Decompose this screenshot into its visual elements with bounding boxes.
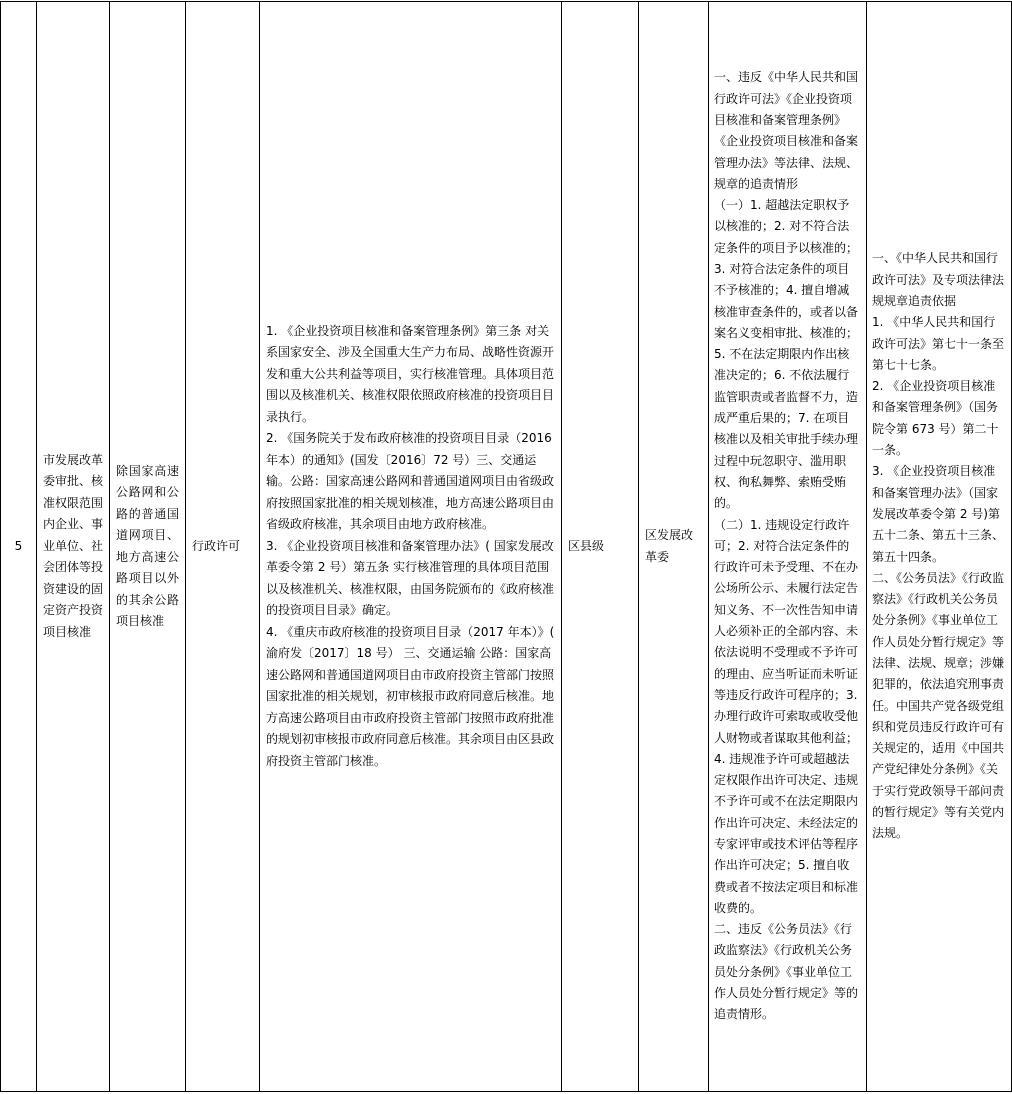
basis-item: 3. 《企业投资项目核准和备案管理办法》( 国家发展改革委令第 2 号）第五条 实行核准管理的具体项目范围以及核准机关、核准权限，由国务院颁布的《政府核准的投资项目目录》确定。 bbox=[266, 538, 555, 618]
liability-item: （二）1. 违规设定行政许可；2. 对符合法定条件的行政许可未予受理、不在办公场所公示、未履行法定告知义务、不一次性告知申请人必须补正的全部内容、未依法说明不受理或不予许可的理由、应当听证而未听证等违反行政许可程序的；3. 办理行政许可索取或收受他人财物或者谋取其他利益；4. 违规准予许可或超越法定权限作出许可决定、违规不予许可或不在法定期限内作出许可决定、未经法定的专家评审或技术评估等程序作出许可决定；5. 擅自收费或者不按法定项目和标准收费的。 bbox=[714, 517, 859, 915]
liability-item: 二、违反《公务员法》《行政监察法》《行政机关公务员处分条例》《事业单位工作人员处分暂行规定》等的追责情形。 bbox=[714, 922, 859, 1022]
power-list-table bbox=[0, 1, 1012, 1092]
liability-item: （一）1. 超越法定职权予以核准的；2. 对不符合法定条件的项目予以核准的；3. 对符合法定条件的项目不予核准的；4. 擅自增减核准审查条件的，或者以备案名义变相审批、核准的；5. 不在法定期限内作出核准决定的；6. 不依法履行监管职责或者监督不力，造成严重后果的；7. 在项目核准以及相关审批手续办理过程中玩忽职守、滥用职权、徇私舞弊、索贿受贿的。 bbox=[714, 198, 859, 511]
penalty-item: 一、《中华人民共和国行政许可法》及专项法律法规规章追责依据 bbox=[872, 251, 1005, 308]
power-type-cell: 行政许可 bbox=[186, 2, 260, 1092]
subject-cell: 市发展改革委审批、核准权限范围内企业、事业单位、社会团体等投资建设的固定资产投资项目核准 bbox=[37, 2, 110, 1092]
penalty-item: 3. 《企业投资项目核准和备案管理办法》（国家发展改革委令第 2 号)第五十二条、第五十三条、第五十四条。 bbox=[872, 464, 1005, 564]
basis-item: 2. 《国务院关于发布政府核准的投资项目目录（2016 年本）的通知》(国发〔2016〕72 号）三、交通运输。公路：国家高速公路网和普通国道网项目由省级政府按照国家批准的相关规划核准，地方高速公路项目由省级政府核准，其余项目由地方政府核准。 bbox=[266, 431, 555, 532]
penalty-basis-cell bbox=[867, 2, 1012, 1092]
penalty-item: 2. 《企业投资项目核准和备案管理条例》（国务院令第 673 号）第二十一条。 bbox=[872, 379, 999, 458]
penalty-item: 二、《公务员法》《行政监察法》《行政机关公务员处分条例》《事业单位工作人员处分暂行规定》等法律、法规、规章；涉嫌犯罪的，依法追究刑事责任。中国共产党各级党组织和党员违反行政许可有关规定的，适用《中国共产党纪律处分条例》《关于实行党政领导干部问责的暂行规定》等有关党内法规。 bbox=[872, 570, 1005, 841]
liability-item: 一、违反《中华人民共和国行政许可法》《企业投资项目核准和备案管理条例》《企业投资项目核准和备案管理办法》等法律、法规、规章的追责情形 bbox=[714, 70, 859, 191]
basis-cell bbox=[260, 2, 562, 1092]
liability-cell bbox=[709, 2, 867, 1092]
penalty-item: 1. 《中华人民共和国行政许可法》第七十一条至第七十七条。 bbox=[872, 315, 1005, 372]
row-number-cell: 5 bbox=[1, 2, 37, 1092]
basis-item: 4. 《重庆市政府核准的投资项目目录（2017 年本）》( 渝府发〔2017〕18 号） 三、交通运输 公路：国家高速公路网和普通国道网项目由市政府投资主管部门按照国家批准的相关规划，初审核报市政府同意后核准。地方高速公路项目由市政府投资主管部门按照市政府批准的规划初审核报市政府同意后核准。其余项目由区县政府投资主管部门核准。 bbox=[266, 624, 555, 768]
basis-item: 1. 《企业投资项目核准和备案管理条例》第三条 对关系国家安全、涉及全国重大生产力布局、战略性资源开发和重大公共利益等项目，实行核准管理。具体项目范围以及核准机关、核准权限依照政府核准的投资项目目录执行。 bbox=[266, 323, 555, 424]
department-cell: 区发展改革委 bbox=[639, 2, 709, 1092]
table-row bbox=[1, 2, 1012, 1092]
sub-item-cell: 除国家高速公路网和公路的普通国道网项目、地方高速公路项目以外的其余公路项目核准 bbox=[110, 2, 186, 1092]
level-cell: 区县级 bbox=[562, 2, 639, 1092]
